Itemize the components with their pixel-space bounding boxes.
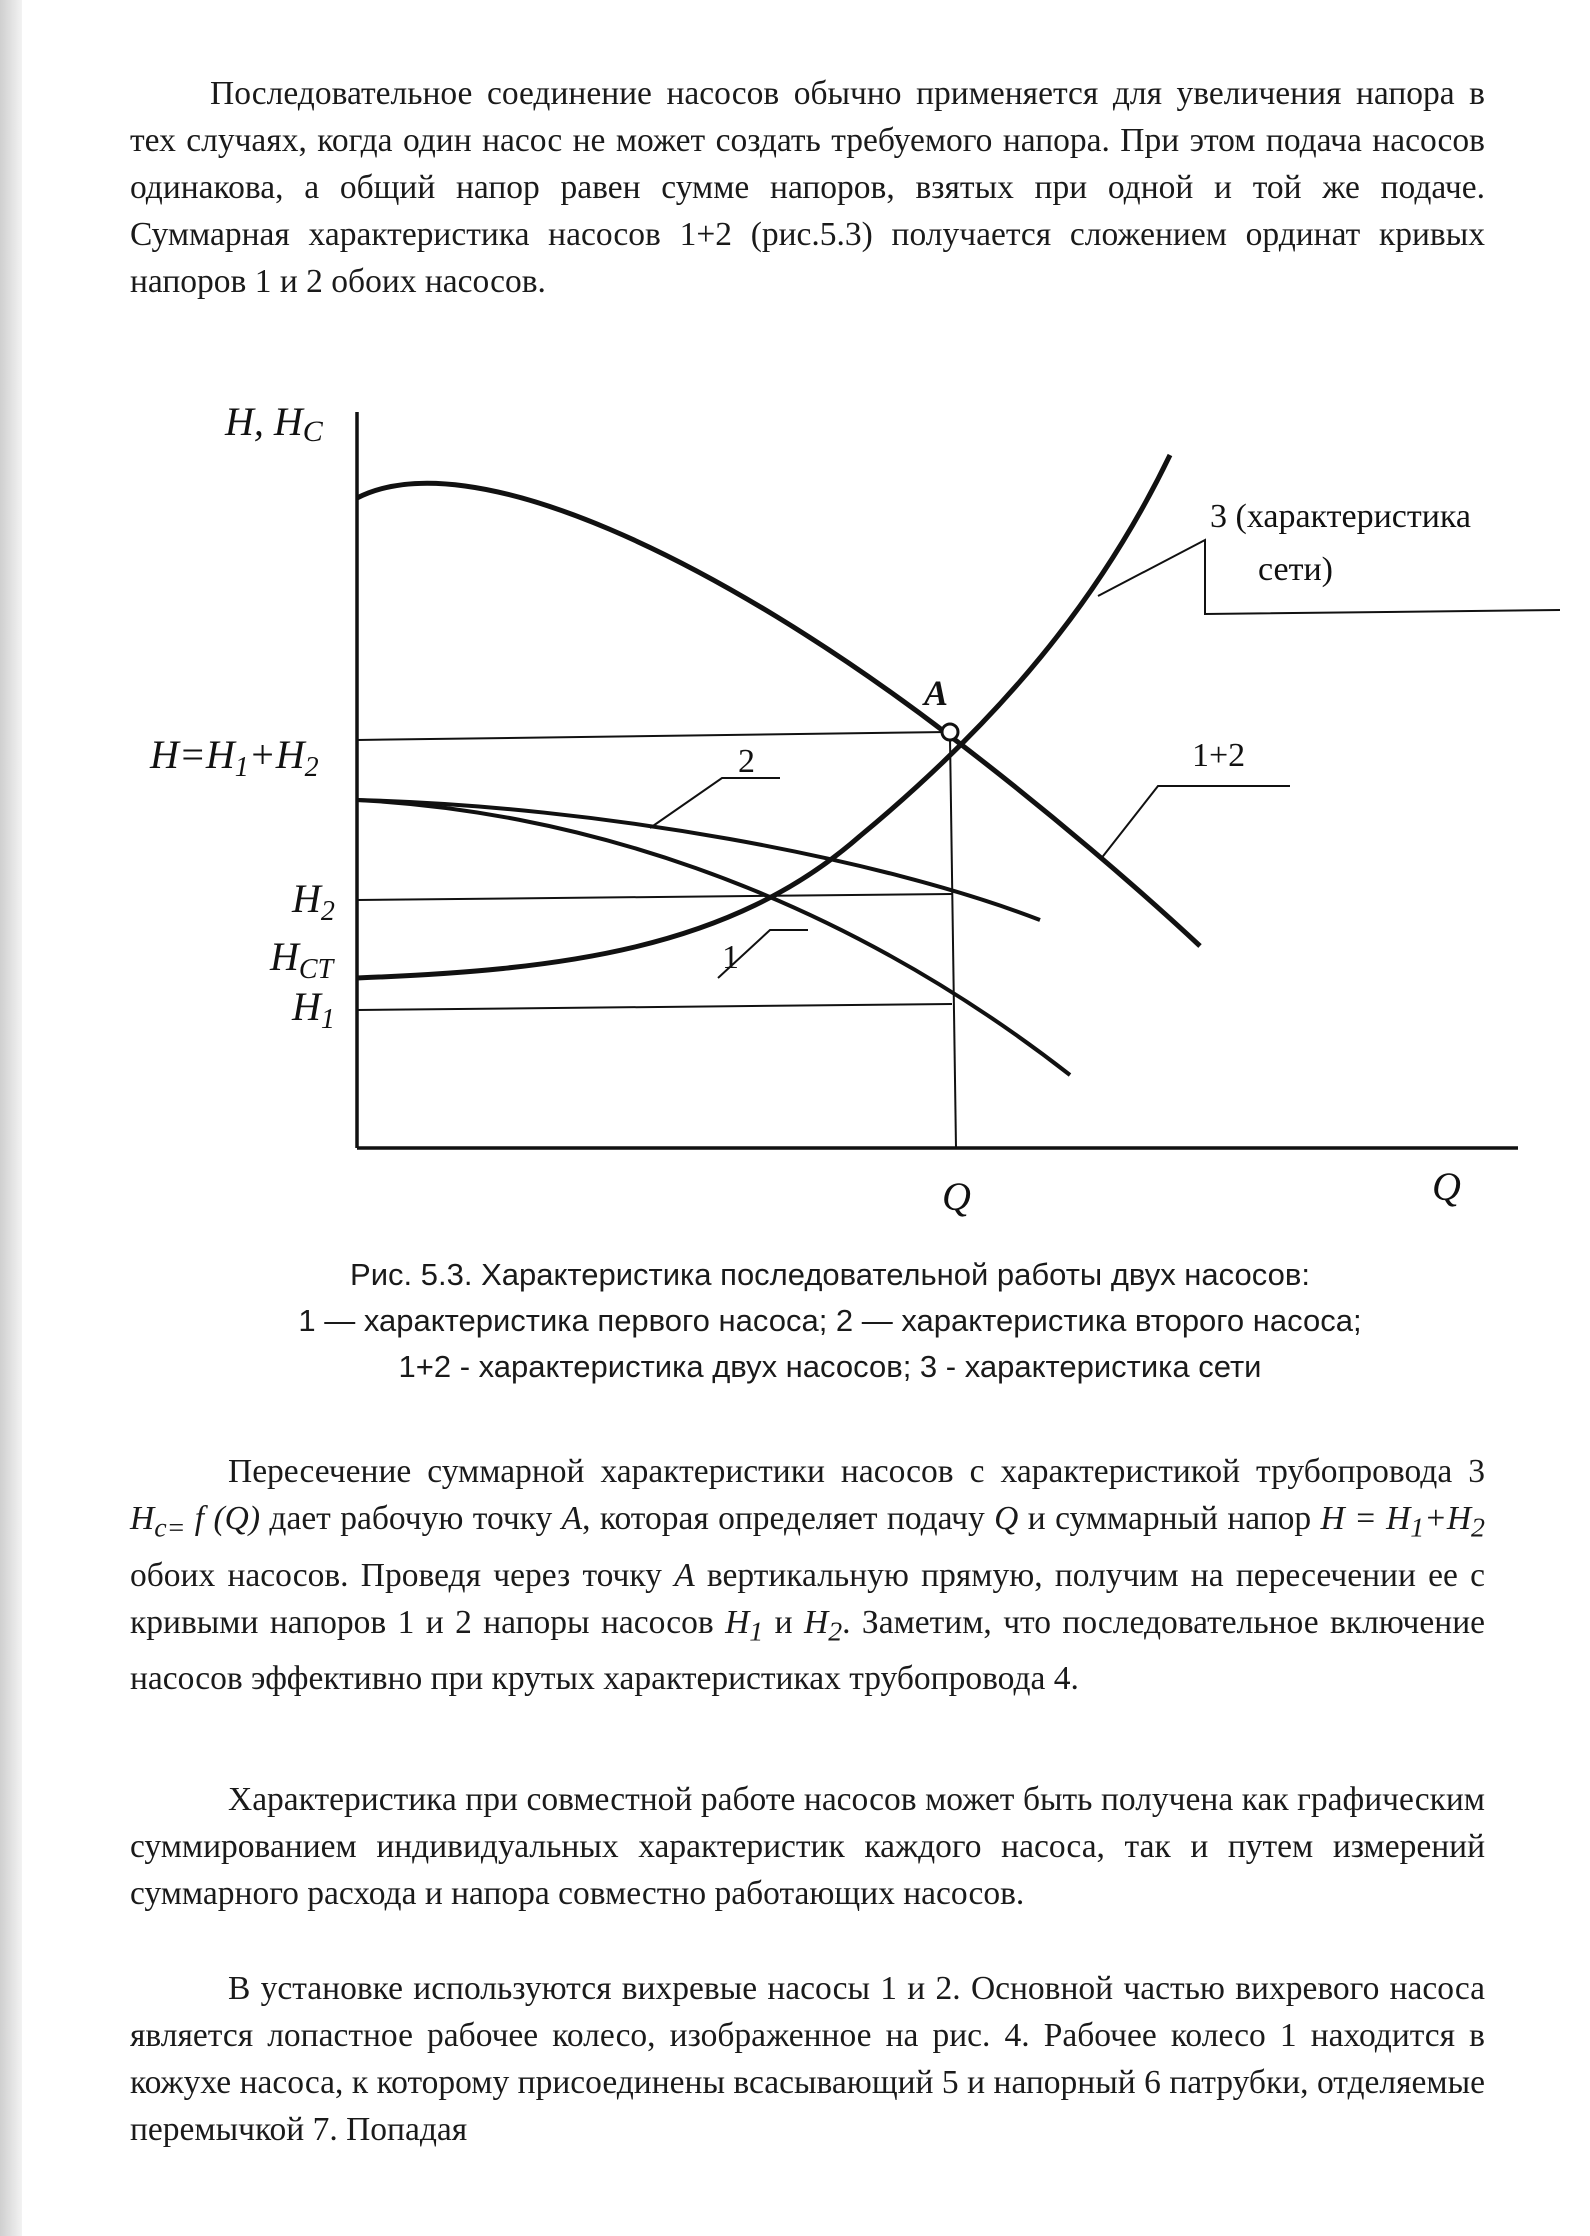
- h2-line: [357, 894, 952, 900]
- curve-1-label: 1: [722, 939, 739, 976]
- paragraph-1: Последовательное соединение насосов обычно применяется для увеличения напора в тех случаях, когда один насос не может создать требуемого напора. При этом подача насосов одинакова, а общий напор равен сумме напоров, взятых при одной и той же подаче. Суммарная характеристика насосов 1+2 (рис.5.3) получается сложением ординат кривых напоров 1 и 2 обоих насосов.: [130, 75, 1485, 300]
- y-axis-label: H, HC: [225, 399, 323, 448]
- q-point-label: Q: [942, 1174, 971, 1219]
- figure-caption: [200, 1252, 1460, 1390]
- h1-label: $H_1$: [292, 984, 335, 1035]
- x-axis-label: Q: [1432, 1164, 1461, 1209]
- curve-2: [357, 800, 1040, 920]
- h1-line: [357, 1004, 952, 1010]
- h-total-line: [357, 732, 948, 740]
- curve-1-plus-2: [357, 483, 1200, 946]
- curve-1-plus-2-label: 1+2: [1192, 737, 1246, 774]
- curve-3-label-line2: сети): [1258, 551, 1333, 588]
- curve-2-label: 2: [738, 743, 755, 780]
- caption-line-2: 1 — характеристика первого насоса; 2 — характеристика второго насоса;: [298, 1303, 1362, 1338]
- h-total-label: $H=H_1+H_2$: [150, 732, 319, 783]
- caption-line-1: Рис. 5.3. Характеристика последовательной работы двух насосов:: [350, 1257, 1310, 1292]
- vertical-q-line: [950, 738, 956, 1148]
- point-a-label: A: [924, 673, 949, 713]
- leader-1plus2: [1100, 786, 1290, 860]
- leader-2: [650, 778, 780, 828]
- curve-3-label-line1: 3 (характеристика: [1210, 498, 1472, 535]
- paragraph-3: Характеристика при совместной работе насосов может быть получена как графическим суммированием индивидуальных характеристик каждого насоса, так и путем измерений суммарного расхода и напора совместно работающих насосов.: [130, 1781, 1485, 1912]
- h2-label: $H_2$: [292, 876, 335, 927]
- hct-label: $H_{CT}$: [270, 934, 334, 985]
- operating-point-a: [942, 724, 958, 740]
- curve-1: [357, 800, 1070, 1075]
- paragraph-4: В установке используются вихревые насосы 1 и 2. Основной частью вихревого насоса является лопастное рабочее колесо, изображенное на рис. 4. Рабочее колесо 1 находится в кожухе насоса, к которому присоединены всасывающий 5 и напорный 6 патрубки, отделяемые перемычкой 7. Попадая: [130, 1970, 1485, 2148]
- caption-line-3: 1+2 - характеристика двух насосов; 3 - характеристика сети: [398, 1349, 1262, 1384]
- paragraph-2: Пересечение суммарной характеристики насосов с характеристикой трубопровода 3 $H_{c=}$ f (Q) дает рабочую точку A, которая определяет подачу Q и суммарный напор $H = H_1+H_2$ обоих насосов. Проведя через точку А вертикальную прямую, получим на пересечении ее с кривыми напоров 1 и 2 напоры насосов $H_1$ и $H_2$. Заметим, что последовательное включение насосов эффективно при крутых характеристиках трубопровода 4.: [130, 1453, 1485, 1698]
